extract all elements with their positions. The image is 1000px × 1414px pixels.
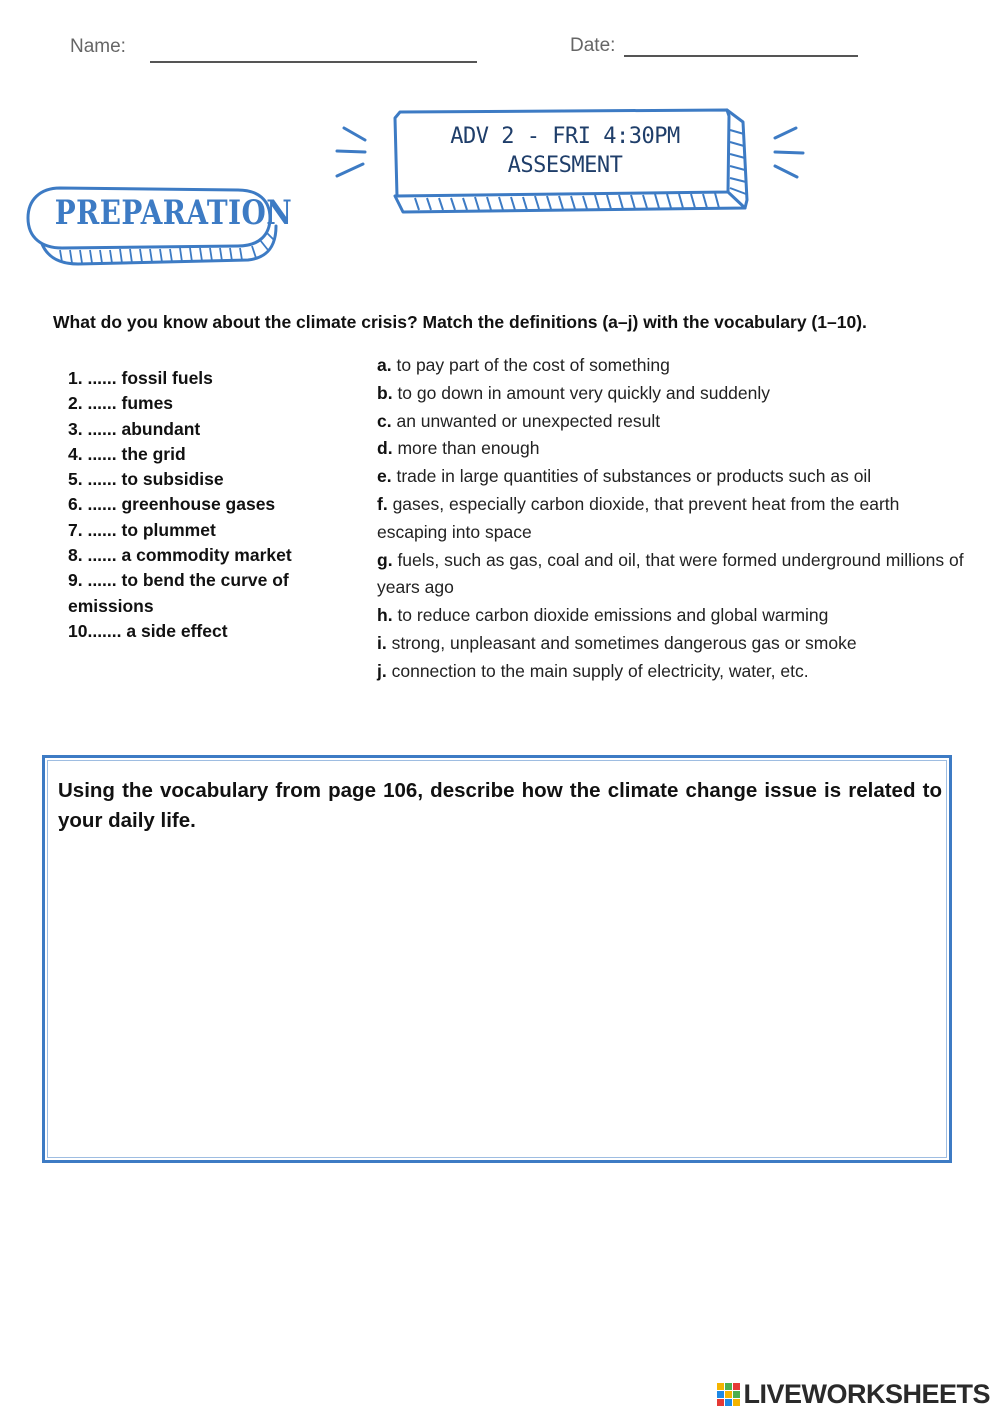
- definition-item: [377, 630, 967, 658]
- writing-answer-area[interactable]: [55, 842, 943, 1156]
- vocabulary-item[interactable]: 6. ...... greenhouse gases: [68, 494, 276, 515]
- definition-letter: d.: [377, 438, 393, 459]
- definition-letter: c.: [377, 410, 392, 431]
- vocabulary-item[interactable]: 5. ...... to subsidise: [68, 469, 224, 490]
- name-label: Name:: [70, 36, 126, 57]
- liveworksheets-logo-icon: [717, 1383, 740, 1406]
- definitions-list: [377, 352, 967, 686]
- banner-line-2: ASSESMENT: [507, 153, 623, 178]
- vocabulary-item[interactable]: 10....... a side effect: [68, 620, 228, 641]
- definition-letter: a.: [377, 355, 392, 375]
- definition-text: fuels, such as gas, coal and oil, that were formed underground millions of years ago: [377, 549, 964, 598]
- vocabulary-item[interactable]: 7. ...... to plummet: [68, 519, 216, 540]
- definition-item: [377, 463, 967, 491]
- definition-letter: g.: [377, 549, 393, 570]
- definition-text: to go down in amount very quickly and suddenly: [397, 382, 771, 403]
- definition-letter: b.: [377, 382, 393, 403]
- definition-text: more than enough: [397, 438, 540, 459]
- definition-text: strong, unpleasant and sometimes dangerous gas or smoke: [391, 632, 857, 653]
- definition-item: [377, 435, 967, 463]
- exercise-instruction: What do you know about the climate crisis? Match the definitions (a–j) with the vocabulary (1–10).: [53, 312, 867, 332]
- vocabulary-list: [68, 366, 328, 644]
- writing-prompt: Using the vocabulary from page 106, describe how the climate change issue is related to your daily life.: [58, 779, 942, 832]
- vocabulary-item[interactable]: 3. ...... abundant: [68, 418, 201, 439]
- definition-item: [377, 491, 967, 547]
- vocabulary-item[interactable]: 4. ...... the grid: [68, 443, 186, 464]
- vocabulary-item[interactable]: 1. ...... fossil fuels: [68, 368, 213, 388]
- banner-line-1: ADV 2 - FRI 4:30PM: [450, 124, 680, 149]
- definition-text: to reduce carbon dioxide emissions and global warming: [397, 605, 829, 626]
- definition-item: [377, 658, 967, 686]
- banner-title: [400, 122, 730, 180]
- liveworksheets-logo[interactable]: [717, 1376, 990, 1412]
- name-field[interactable]: [150, 61, 477, 63]
- definition-text: to pay part of the cost of something: [396, 355, 670, 375]
- definition-text: an unwanted or unexpected result: [396, 410, 661, 431]
- section-tag-preparation: PREPARATION: [54, 193, 293, 233]
- definition-text: connection to the main supply of electricity, water, etc.: [391, 660, 809, 681]
- definition-letter: h.: [377, 605, 393, 626]
- definition-item: [377, 380, 967, 408]
- definition-letter: i.: [377, 632, 387, 653]
- definition-item: [377, 408, 967, 436]
- definition-item: [377, 352, 967, 380]
- vocabulary-item[interactable]: 9. ...... to bend the curve of emissions: [68, 570, 289, 616]
- definition-item: [377, 547, 967, 603]
- definition-letter: e.: [377, 466, 392, 487]
- writing-box: [42, 755, 952, 1163]
- date-field[interactable]: [624, 55, 858, 57]
- definition-letter: f.: [377, 493, 388, 514]
- vocabulary-item[interactable]: 8. ...... a commodity market: [68, 545, 292, 566]
- definition-item: [377, 602, 967, 630]
- definition-text: trade in large quantities of substances or products such as oil: [396, 466, 872, 487]
- definition-text: gases, especially carbon dioxide, that prevent heat from the earth escaping into space: [377, 493, 900, 542]
- vocabulary-item[interactable]: 2. ...... fumes: [68, 393, 174, 414]
- logo-wordmark: LIVEWORKSHEETS: [743, 1378, 990, 1409]
- definition-letter: j.: [377, 660, 387, 681]
- date-label: Date:: [570, 35, 616, 56]
